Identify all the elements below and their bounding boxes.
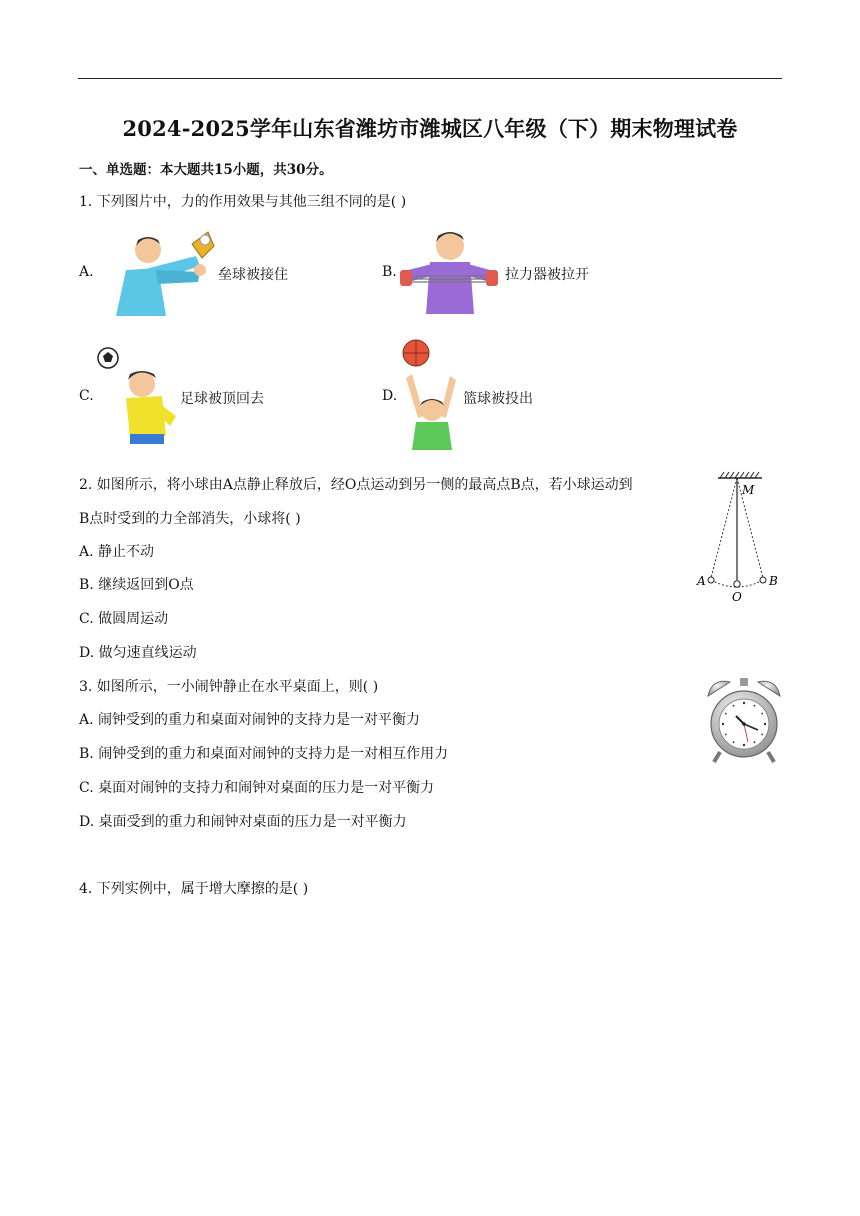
pendulum-label-o: O: [732, 590, 742, 604]
q1-option-a-letter: A.: [79, 264, 94, 280]
pendulum-diagram-icon: [694, 470, 784, 606]
q2-option-b: B. 继续返回到O点: [79, 577, 194, 593]
stretching-expander-figure-icon: [398, 226, 500, 318]
q1-option-c-caption: 足球被顶回去: [180, 391, 264, 407]
header-rule: [78, 78, 782, 79]
q1-option-a-caption: 垒球被接住: [218, 267, 288, 283]
q2-option-d: D. 做匀速直线运动: [79, 645, 197, 661]
q3-option-c: C. 桌面对闹钟的支持力和闹钟对桌面的压力是一对平衡力: [79, 780, 435, 796]
pendulum-label-a: A: [697, 574, 706, 588]
heading-football-figure-icon: [96, 346, 182, 446]
catching-softball-figure-icon: [96, 228, 216, 322]
section-heading: 一、单选题：本大题共15小题，共30分。: [79, 162, 333, 178]
page-title: 2024-2025学年山东省潍坊市潍城区八年级（下）期末物理试卷: [122, 116, 738, 141]
question-2-line-2: B点时受到的力全部消失，小球将( ): [79, 511, 301, 527]
question-2-line-1: 2. 如图所示，将小球由A点静止释放后，经O点运动到另一侧的最高点B点，若小球运动到: [79, 477, 633, 493]
q3-option-a: A. 闹钟受到的重力和桌面对闹钟的支持力是一对平衡力: [79, 712, 421, 728]
pendulum-label-b: B: [769, 574, 778, 588]
alarm-clock-icon: [704, 674, 784, 764]
q3-option-d: D. 桌面受到的重力和闹钟对桌面的压力是一对平衡力: [79, 814, 407, 830]
question-4-stem: 4. 下列实例中，属于增大摩擦的是( ): [79, 881, 309, 897]
q1-option-c-letter: C.: [79, 388, 94, 404]
question-1-stem: 1. 下列图片中，力的作用效果与其他三组不同的是( ): [79, 194, 407, 210]
throwing-basketball-figure-icon: [398, 338, 464, 452]
q2-option-c: C. 做圆周运动: [79, 611, 169, 627]
q1-option-b-letter: B.: [382, 264, 397, 280]
q1-option-d-caption: 篮球被投出: [463, 391, 533, 407]
q2-option-a: A. 静止不动: [79, 544, 155, 560]
q3-option-b: B. 闹钟受到的重力和桌面对闹钟的支持力是一对相互作用力: [79, 746, 449, 762]
question-3-stem: 3. 如图所示，一小闹钟静止在水平桌面上，则( ): [79, 679, 379, 695]
q1-option-b-caption: 拉力器被拉开: [505, 267, 589, 283]
pendulum-label-m: M: [742, 483, 755, 497]
q1-option-d-letter: D.: [382, 388, 398, 404]
